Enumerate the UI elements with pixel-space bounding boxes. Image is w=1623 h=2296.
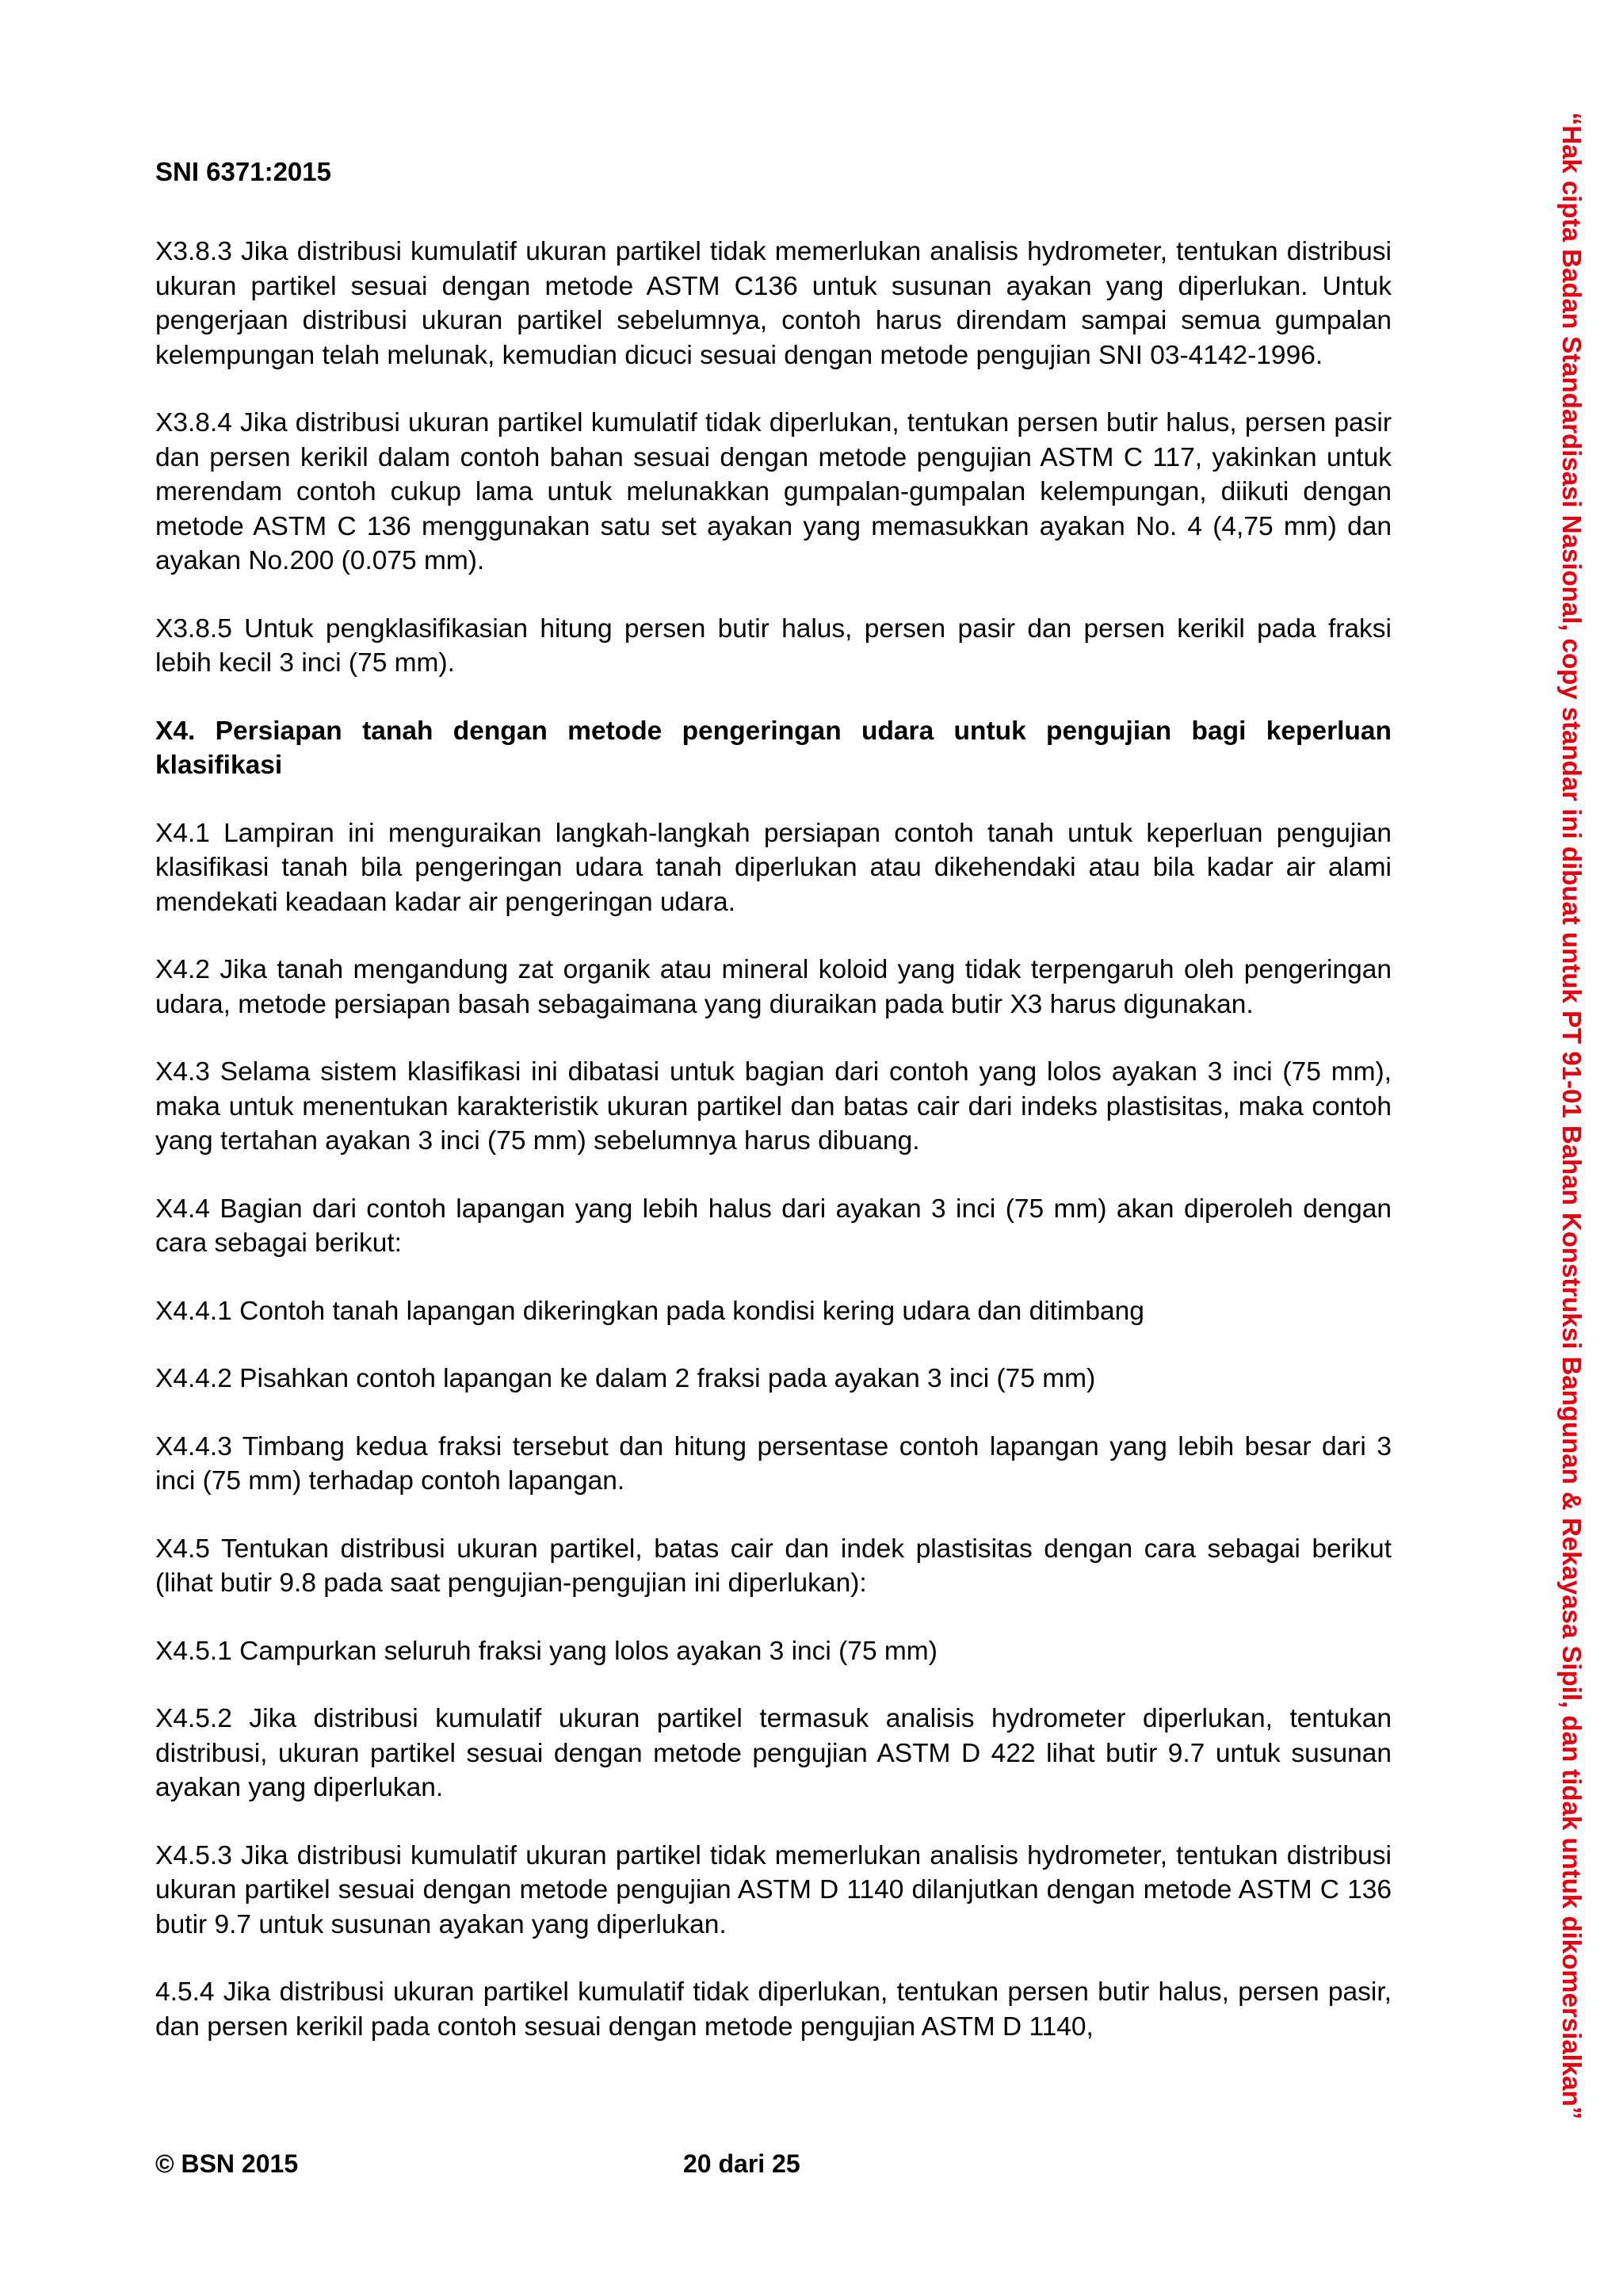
footer-page-number: 20 dari 25 — [683, 2149, 800, 2178]
footer-copyright: © BSN 2015 — [155, 2149, 299, 2178]
paragraph-x4-5-3: X4.5.3 Jika distribusi kumulatif ukuran partikel tidak memerlukan analisis hydrometer, tentukan distribusi ukuran partikel sesuai dengan metode pengujian ASTM D 1140 dilanjutkan dengan metode ASTM C 136 butir 9.7 untuk susunan ayakan yang diperlukan. — [155, 1840, 1392, 1939]
paragraph-x4-5: X4.5 Tentukan distribusi ukuran partikel, batas cair dan indek plastisitas dengan cara sebagai berikut (lihat butir 9.8 pada saat pengujian-pengujian ini diperlukan): — [155, 1534, 1392, 1598]
paragraph-x4-3: X4.3 Selama sistem klasifikasi ini dibatasi untuk bagian dari contoh yang lolos ayakan 3 inci (75 mm), maka untuk menentukan karakteristik ukuran partikel dan batas cair dari indeks plastisitas, maka contoh yang tertahan ayakan 3 inci (75 mm) sebelumnya harus dibuang. — [155, 1057, 1392, 1156]
section-heading-x4: X4. Persiapan tanah dengan metode pengeringan udara untuk pengujian bagi keperluan klasifikasi — [155, 716, 1392, 780]
paragraph-x4-4-2: X4.4.2 Pisahkan contoh lapangan ke dalam 2 fraksi pada ayakan 3 inci (75 mm) — [155, 1364, 1096, 1393]
paragraph-x4-5-1: X4.5.1 Campurkan seluruh fraksi yang lolos ayakan 3 inci (75 mm) — [155, 1636, 938, 1666]
paragraph-x4-4-3: X4.4.3 Timbang kedua fraksi tersebut dan hitung persentase contoh lapangan yang lebih besar dari 3 inci (75 mm) terhadap contoh lapangan. — [155, 1431, 1392, 1496]
paragraph-x3-8-3: X3.8.3 Jika distribusi kumulatif ukuran partikel tidak memerlukan analisis hydrometer, tentukan distribusi ukuran partikel sesuai dengan metode ASTM C136 untuk susunan ayakan yang diperlukan. Untuk pengerjaan distribusi ukuran partikel sebelumnya, contoh harus direndam sampai semua gumpalan kelempungan telah melunak, kemudian dicuci sesuai dengan metode pengujian SNI 03-4142-1996. — [155, 237, 1392, 370]
document-header-id: SNI 6371:2015 — [155, 157, 331, 186]
paragraph-x4-2: X4.2 Jika tanah mengandung zat organik atau mineral koloid yang tidak terpengaruh oleh pengeringan udara, metode persiapan basah sebagaimana yang diuraikan pada butir X3 harus digunakan. — [155, 955, 1392, 1019]
paragraph-4-5-4: 4.5.4 Jika distribusi ukuran partikel kumulatif tidak diperlukan, tentukan persen butir halus, persen pasir, dan persen kerikil pada contoh sesuai dengan metode pengujian ASTM D 1140, — [155, 1977, 1392, 2042]
paragraph-x4-4-1: X4.4.1 Contoh tanah lapangan dikeringkan pada kondisi kering udara dan ditimbang — [155, 1296, 1144, 1326]
paragraph-x3-8-5: X3.8.5 Untuk pengklasifikasian hitung persen butir halus, persen pasir dan persen kerikil pada fraksi lebih kecil 3 inci (75 mm). — [155, 613, 1392, 678]
paragraph-x4-4: X4.4 Bagian dari contoh lapangan yang lebih halus dari ayakan 3 inci (75 mm) akan diperoleh dengan cara sebagai berikut: — [155, 1194, 1392, 1258]
paragraph-x3-8-4: X3.8.4 Jika distribusi ukuran partikel kumulatif tidak diperlukan, tentukan persen butir halus, persen pasir dan persen kerikil dalam contoh bahan sesuai dengan metode pengujian ASTM C 117, yakinkan untuk merendam contoh cukup lama untuk melunakkan gumpalan-gumpalan kelempungan, diikuti dengan metode ASTM C 136 menggunakan satu set ayakan yang memasukkan ayakan No. 4 (4,75 mm) dan ayakan No.200 (0.075 mm). — [155, 408, 1392, 575]
paragraph-x4-1: X4.1 Lampiran ini menguraikan langkah-langkah persiapan contoh tanah untuk keperluan pengujian klasifikasi tanah bila pengeringan udara tanah diperlukan atau dikehendaki atau bila kadar air alami mendekati keadaan kadar air pengeringan udara. — [155, 818, 1392, 917]
copyright-watermark: “Hak cipta Badan Standardisasi Nasional, copy standar ini dibuat untuk PT 91-01 Bahan Konstruksi Bangunan & Rekayasa Sipil, dan tidak untuk dikomersialkan” — [1557, 112, 1587, 2120]
document-body — [155, 235, 1392, 2077]
paragraph-x4-5-2: X4.5.2 Jika distribusi kumulatif ukuran partikel termasuk analisis hydrometer diperlukan, tentukan distribusi, ukuran partikel sesuai dengan metode pengujian ASTM D 422 lihat butir 9.7 untuk susunan ayakan yang diperlukan. — [155, 1704, 1392, 1802]
